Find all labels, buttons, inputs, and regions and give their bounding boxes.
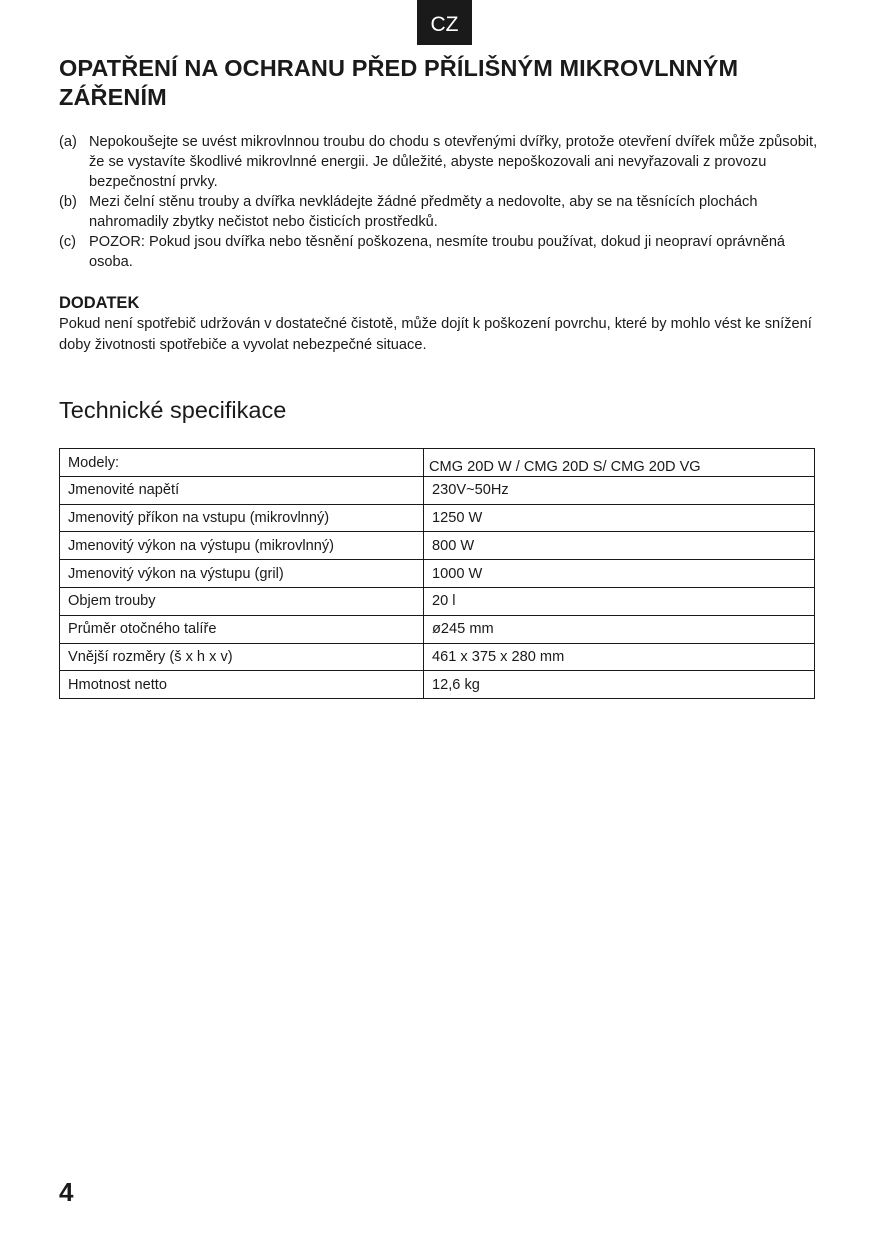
spec-label: Průměr otočného talíře (60, 615, 424, 643)
item-text: POZOR: Pokud jsou dvířka nebo těsnění poškozena, nesmíte troubu používat, dokud ji neopraví oprávněná osoba. (89, 234, 786, 270)
item-marker: (c) (59, 234, 77, 250)
language-tab: CZ (417, 0, 472, 45)
safety-precautions-list (59, 132, 819, 272)
table-row (60, 587, 815, 615)
spec-value: CMG 20D W / CMG 20D S/ CMG 20D VG (424, 449, 815, 477)
spec-value: 12,6 kg (424, 671, 815, 699)
table-row (60, 671, 815, 699)
spec-value: 1000 W (424, 560, 815, 588)
spec-value: 800 W (424, 532, 815, 560)
spec-value: 1250 W (424, 504, 815, 532)
table-row (60, 560, 815, 588)
spec-value: ø245 mm (424, 615, 815, 643)
spec-label: Hmotnost netto (60, 671, 424, 699)
item-text: Nepokoušejte se uvést mikrovlnnou troubu do chodu s otevřenými dvířky, protože otevření dvířek může způsobit, že se vystavíte škodlivé mikrovlnné energii. Je důležité, abyste nepoškozovali ani nevyřazovali z provozu bezpečnostní prvky. (89, 134, 818, 190)
spec-value: 20 l (424, 587, 815, 615)
spec-value: 230V~50Hz (424, 476, 815, 504)
table-row (60, 504, 815, 532)
spec-label: Objem trouby (60, 587, 424, 615)
spec-label: Modely: (60, 449, 424, 477)
spec-label: Jmenovitý výkon na výstupu (mikrovlnný) (60, 532, 424, 560)
list-item (59, 192, 819, 232)
spec-value: 461 x 375 x 280 mm (424, 643, 815, 671)
table-row (60, 476, 815, 504)
item-text: Mezi čelní stěnu trouby a dvířka nevkládejte žádné předměty a nedovolte, aby se na těsnících plochách nahromadily zbytky nečistot nebo čisticích prostředků. (89, 194, 758, 230)
appendix-heading: DODATEK (59, 294, 140, 312)
safety-heading: OPATŘENÍ NA OCHRANU PŘED PŘÍLIŠNÝM MIKROVLNNÝM ZÁŘENÍM (59, 55, 739, 110)
list-item (59, 132, 819, 192)
specs-heading: Technické specifikace (59, 397, 287, 423)
spec-label: Jmenovitý příkon na vstupu (mikrovlnný) (60, 504, 424, 532)
table-row (60, 532, 815, 560)
table-row (60, 449, 815, 477)
list-item (59, 232, 819, 272)
spec-label: Jmenovité napětí (60, 476, 424, 504)
spec-label: Jmenovitý výkon na výstupu (gril) (60, 560, 424, 588)
page-number: 4 (59, 1177, 74, 1207)
item-marker: (a) (59, 134, 77, 150)
table-row (60, 615, 815, 643)
table-row (60, 643, 815, 671)
specs-table (59, 448, 815, 699)
item-marker: (b) (59, 194, 77, 210)
appendix-paragraph: Pokud není spotřebič udržován v dostatečné čistotě, může dojít k poškození povrchu, které by mohlo vést ke snížení doby životnosti spotřebiče a vyvolat nebezpečné situace. (59, 316, 812, 353)
spec-label: Vnější rozměry (š x h x v) (60, 643, 424, 671)
